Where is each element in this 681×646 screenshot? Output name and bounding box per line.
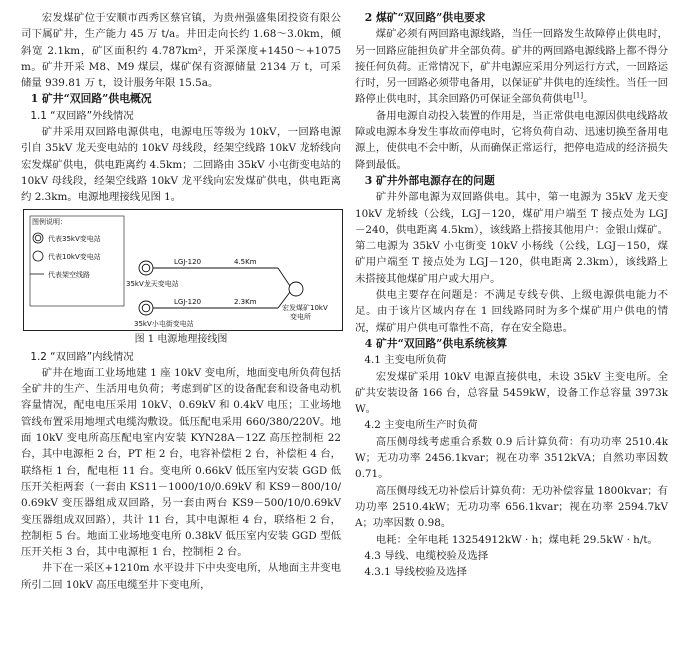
section-3-paragraph-1: 矿井外部电源为双回路供电。其中，第一电源为 35kV 龙天变 10kV 龙轿线（公线，LGJ－120，煤矿用户端至 T 接点处为 LGJ－240，供电距离 4.5km），该线路上搭接其他用户：金银山煤矿。第二电源为 35kV 小屯街变 10kV 小杨线（公线，LGJ－150，煤矿用户端至 T 接点处为 LGJ－120，供电距离 2.3km），该线路上未搭接其他煤矿用户或大用户。	[355, 191, 668, 285]
right-column	[355, 10, 668, 580]
section-2-paragraph-1: 煤矿必须有两回路电源线路，当任一回路发生故障停止供电时，另一回路应能担负矿井全部负荷。矿井的两回路电源线路上都不得分接任何负荷。正常情况下，矿井电源应采用分列运行方式，一回路运行时，另一回路必须带电备用，以保证矿井供电的连续性。当任一回路停止供电时，其余回路仍可保证全部负荷供电[1]。	[355, 28, 668, 106]
subsection-1-2-paragraph-2: 井下在一采区+1210m 水平设井下中央变电所，从地面主井变电所引二回 10kV 高压电缆至井下变电所，	[21, 562, 341, 591]
section-2-heading: 2 煤矿“双回路”供电要求	[364, 11, 486, 24]
section-4-heading: 4 矿井“双回路”供电系统核算	[364, 336, 508, 350]
station-xiaotunjie-symbol	[139, 301, 153, 315]
legend-35kv-label: 代表35kV变电站	[48, 234, 101, 243]
station-hongfa-label-1: 宏发煤矿10kV	[282, 303, 328, 312]
subsection-4-3-1-heading: 4.3.1 导线校验及选择	[364, 566, 467, 579]
line-2-length: 2.3Km	[234, 297, 257, 306]
station-longtian-symbol	[139, 261, 153, 275]
subsection-4-2-paragraph-2: 高压侧母线无功补偿后计算负荷：无功补偿容量 1800kvar；有功功率 2510.4kW；无功功率 656.1kvar；视在功率 2594.7kVA；功率因数 0.98。	[355, 484, 668, 530]
figure-1-caption: 图 1 电源地理接线图	[134, 333, 228, 345]
legend-35kv-symbol	[33, 233, 43, 243]
legend-line-label: 代表架空线路	[48, 270, 90, 279]
figure-1-svg	[24, 210, 342, 330]
station-hongfa-label-2: 变电所	[290, 312, 311, 321]
legend-10kv-label: 代表10kV变电站	[48, 252, 101, 261]
subsection-4-2-paragraph-1: 高压侧母线考虑重合系数 0.9 后计算负荷：有功功率 2510.4kW；无功功率 2456.1kvar；视在功率 3512kVA；自然功率因数 0.71。	[355, 435, 668, 481]
section-2-paragraph-2: 备用电源自动投入装置的作用是，当正常供电电源因供电线路故障或电源本身发生事故而停电时，它将负荷自动、迅速切换至备用电源上，使供电不会中断，从而确保正常运行，把停电造成的经济损失降到最低。	[355, 109, 668, 171]
subsection-4-3-heading: 4.3 导线、电缆校验及选择	[364, 549, 489, 562]
subsection-4-1-paragraph: 宏发煤矿采用 10kV 电源直接供电，未设 35kV 主变电所。全矿共安装设备 166 台，总容量 5459kW，设备工作总容量 3973kW。	[355, 370, 668, 416]
figure-1-power-wiring-diagram	[23, 209, 343, 331]
subsection-4-2-heading: 4.2 主变电所生产时负荷	[364, 419, 478, 432]
station-longtian-label: 35kV龙天变电站	[126, 279, 179, 288]
section-3-paragraph-2: 供电主要存在问题是：不满足专线专供、上级电源供电能力不足。由于该片区域内存在 1 回线路同时为多个煤矿用户供电的情况，煤矿用户供电可靠性不高，存在安全隐患。	[355, 289, 668, 334]
legend-box	[30, 216, 124, 306]
station-hongfa-symbol	[289, 282, 303, 296]
section-1-heading: 1 矿井“双回路”供电概况	[30, 92, 152, 106]
line-1-label: LGJ-120	[174, 257, 202, 266]
subsection-1-2-heading: 1.2 “双回路”内线情况	[30, 350, 134, 363]
subsection-1-1-heading: 1.1 “双回路”外线情况	[30, 109, 134, 122]
line-1-length: 4.5Km	[234, 257, 257, 266]
legend-title: 图例说明：	[32, 217, 67, 226]
legend-10kv-symbol	[33, 251, 43, 261]
reference-1: [1]	[573, 92, 584, 101]
left-column	[21, 10, 341, 593]
station-xiaotunjie-label: 35kV小屯街变电站	[134, 319, 194, 328]
subsection-4-1-heading: 4.1 主变电所负荷	[364, 354, 447, 367]
line-2-label: LGJ-120	[174, 297, 202, 306]
subsection-4-2-paragraph-3: 电耗：全年电耗 13254912kW · h；煤电耗 29.5kW · h/t。	[375, 533, 658, 546]
intro-paragraph: 宏发煤矿位于安顺市西秀区蔡官镇，为贵州强盛集团投资有限公司下属矿井，生产能力 45 万 t/a。井田走向长约 1.68～3.0km，倾斜宽 2.1km，矿区面积约 4.787km²，开采深度+1450～+1075m。矿井开采 M8、M9 煤层，煤矿保有资源储量 2134 万 t，可采储量 939.81 万 t，设计服务年限 15.5a。	[21, 12, 341, 90]
subsection-1-2-paragraph: 矿井在地面工业场地建 1 座 10kV 变电所，地面变电所负荷包括全矿井的生产、生活用电负荷；考虑到矿区的设备配套和设备电动机容量情况，配电电压采用 10kV、0.69kV 和 0.4kV 电压；工业场地管线布置采用地埋式电缆沟敷设。低压配电采用 660/380/220V。地面 10kV 变电所高压配电室内安装 KYN28A－12Z 高压控制柜 22 台，其中电源柜 2 台，PT 柜 2 台，电容补偿柜 2 台，补偿柜 4 台，联络柜 1 台，配电柜 11 台。变电所 0.66kV 低压室内安装 GGD 低压开关柜两套（一套由 KS11－1000/10/0.69kV 和 KS9－800/10/0.69kV 变压器组成双回路，另一套由两台 KS9－500/10/0.69kV 变压器组成双回路），共计 11 台，其中电源柜 4 台，联络柜 2 台，控制柜 5 台。地面工业场地变电所 0.38kV 低压室内安装 GGD 型低压开关柜 3 台，其中电源柜 1 台，控制柜 2 台。	[21, 366, 341, 559]
section-3-heading: 3 矿井外部电源存在的问题	[364, 173, 495, 187]
subsection-1-1-paragraph: 矿井采用双回路电源供电，电源电压等级为 10kV，一回路电源引自 35kV 龙天变电站的 10kV 母线段，经架空线路 10kV 龙轿线向宏发煤矿供电，供电距离约 4.5km；二回路由 35kV 小屯街变电站的 10kV 母线段，经架空线路 10kV 龙平线向宏发煤矿供电，供电距离约 2.3km。电源地理接线见图 1。	[21, 126, 341, 204]
